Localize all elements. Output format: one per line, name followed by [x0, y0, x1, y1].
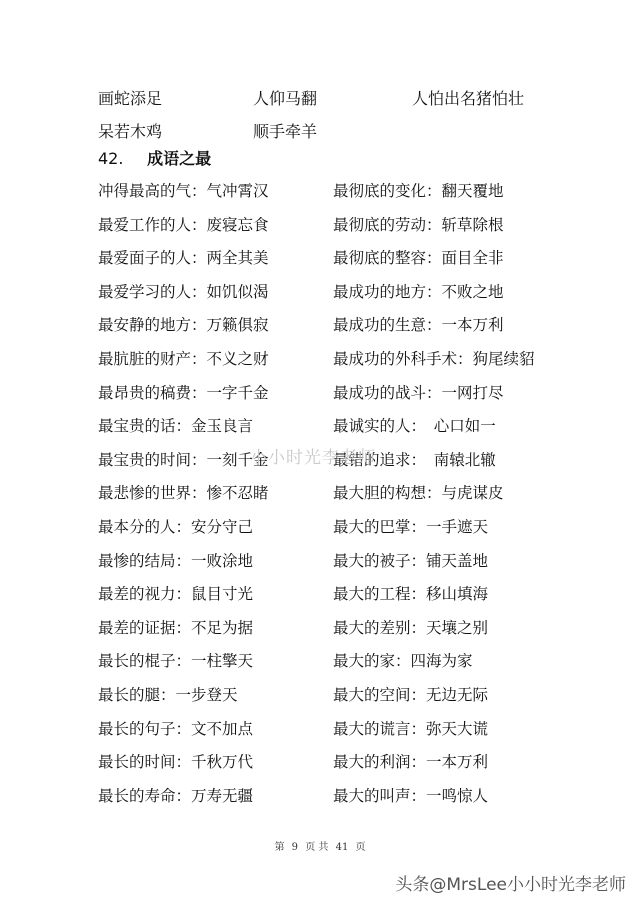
top-idiom-word: 呆若木鸡	[98, 122, 163, 141]
idiom-entry-right: 最成功的生意：一本万利	[333, 316, 504, 335]
idiom-entry-left: 最悲惨的世界：惨不忍睹	[98, 484, 269, 503]
idiom-row	[0, 381, 640, 405]
idiom-entry-right: 最彻底的变化：翻天覆地	[333, 182, 504, 200]
idiom-entry-left: 最爱工作的人：废寝忘食	[98, 215, 269, 234]
idiom-entry-right: 最诚实的人： 心口如一	[333, 417, 496, 436]
idiom-row	[0, 616, 640, 640]
idiom-entry-left: 最宝贵的时间：一刻千金	[98, 450, 269, 469]
idiom-entry-right: 最大的巴掌：一手遮天	[333, 518, 489, 536]
idiom-row	[0, 313, 640, 337]
idiom-row	[0, 246, 640, 270]
idiom-entry-right: 最成功的外科手术：狗尾续貂	[333, 350, 535, 368]
footer-middle: 页 共	[305, 842, 329, 853]
idiom-row	[0, 414, 640, 438]
idiom-entry-left: 最差的证据：不足为据	[98, 618, 254, 637]
idiom-entry-left: 最本分的人：安分守己	[98, 518, 254, 536]
idiom-entry-left: 最长的腿：一步登天	[98, 686, 238, 704]
idiom-entry-left: 最惨的结局：一败涂地	[98, 551, 254, 570]
idiom-entry-right: 最大的被子：铺天盖地	[333, 551, 489, 570]
idiom-entry-left: 最差的视力：鼠目寸光	[98, 585, 254, 604]
idiom-entry-right: 最大的差别：天壤之别	[333, 618, 489, 637]
footer-total-pages: 41	[335, 842, 349, 853]
watermark: 小小时光李老师	[250, 448, 376, 468]
idiom-entry-right: 最彻底的整容：面目全非	[333, 249, 504, 268]
idiom-entry-right: 最错的追求： 南辕北辙	[333, 450, 496, 469]
footer-suffix: 页	[355, 842, 366, 853]
idiom-entry-left: 最长的寿命：万寿无疆	[98, 786, 254, 805]
idiom-row	[0, 784, 640, 808]
idiom-row	[0, 481, 640, 505]
top-idiom-word: 顺手牵羊	[253, 122, 318, 141]
idiom-entry-right: 最大的家：四海为家	[333, 652, 473, 671]
idiom-row	[0, 683, 640, 707]
idiom-row	[0, 179, 640, 203]
idiom-entry-right: 最成功的战斗：一网打尽	[333, 383, 504, 402]
idiom-entry-right: 最成功的地方：不败之地	[333, 282, 504, 301]
idiom-entry-right: 最大的叫声：一鸣惊人	[333, 786, 489, 805]
idiom-entry-left: 最肮脏的财产：不义之财	[98, 350, 269, 368]
top-idiom-word: 人怕出名猪怕壮	[412, 89, 525, 108]
idiom-entry-left: 最长的时间：千秋万代	[98, 753, 254, 772]
idiom-entry-left: 最宝贵的话：金玉良言	[98, 417, 254, 436]
section-title: 成语之最	[147, 149, 212, 168]
idiom-row	[0, 750, 640, 774]
footer-page-number: 9	[291, 842, 299, 853]
idiom-entry-right: 最大的空间：无边无际	[333, 686, 489, 704]
idiom-entry-left: 最爱面子的人：两全其美	[98, 249, 269, 268]
idiom-entry-left: 最爱学习的人：如饥似渴	[98, 282, 269, 301]
idiom-entry-left: 最长的句子：文不加点	[98, 719, 254, 738]
idiom-row	[0, 280, 640, 304]
top-idiom-word: 画蛇添足	[98, 89, 163, 108]
idiom-entry-right: 最彻底的劳动：斩草除根	[333, 215, 504, 234]
idiom-entry-left: 最安静的地方：万籁俱寂	[98, 316, 269, 335]
idiom-row	[0, 347, 640, 371]
section-number: 42.	[98, 149, 124, 168]
section-heading	[98, 146, 211, 169]
idiom-entry-left: 最昂贵的稿费：一字千金	[98, 383, 269, 402]
footer-prefix: 第	[274, 842, 285, 853]
idiom-row	[0, 717, 640, 741]
idiom-entry-right: 最大胆的构想：与虎谋皮	[333, 484, 504, 503]
idiom-row	[0, 582, 640, 606]
idiom-entry-right: 最大的谎言：弥天大谎	[333, 719, 489, 738]
idiom-row	[0, 515, 640, 539]
idiom-entry-right: 最大的工程：移山填海	[333, 585, 489, 604]
idiom-entry-left: 冲得最高的气：气冲霄汉	[98, 182, 269, 200]
idiom-row	[0, 213, 640, 237]
idiom-entry-right: 最大的利润：一本万利	[333, 753, 489, 772]
idiom-row	[0, 649, 640, 673]
page-footer	[0, 838, 640, 853]
top-idiom-word: 人仰马翻	[253, 89, 318, 108]
idiom-entry-left: 最长的棍子：一柱擎天	[98, 652, 254, 671]
source-signature: 头条@MrsLee小小时光李老师	[395, 875, 626, 895]
idiom-row	[0, 549, 640, 573]
